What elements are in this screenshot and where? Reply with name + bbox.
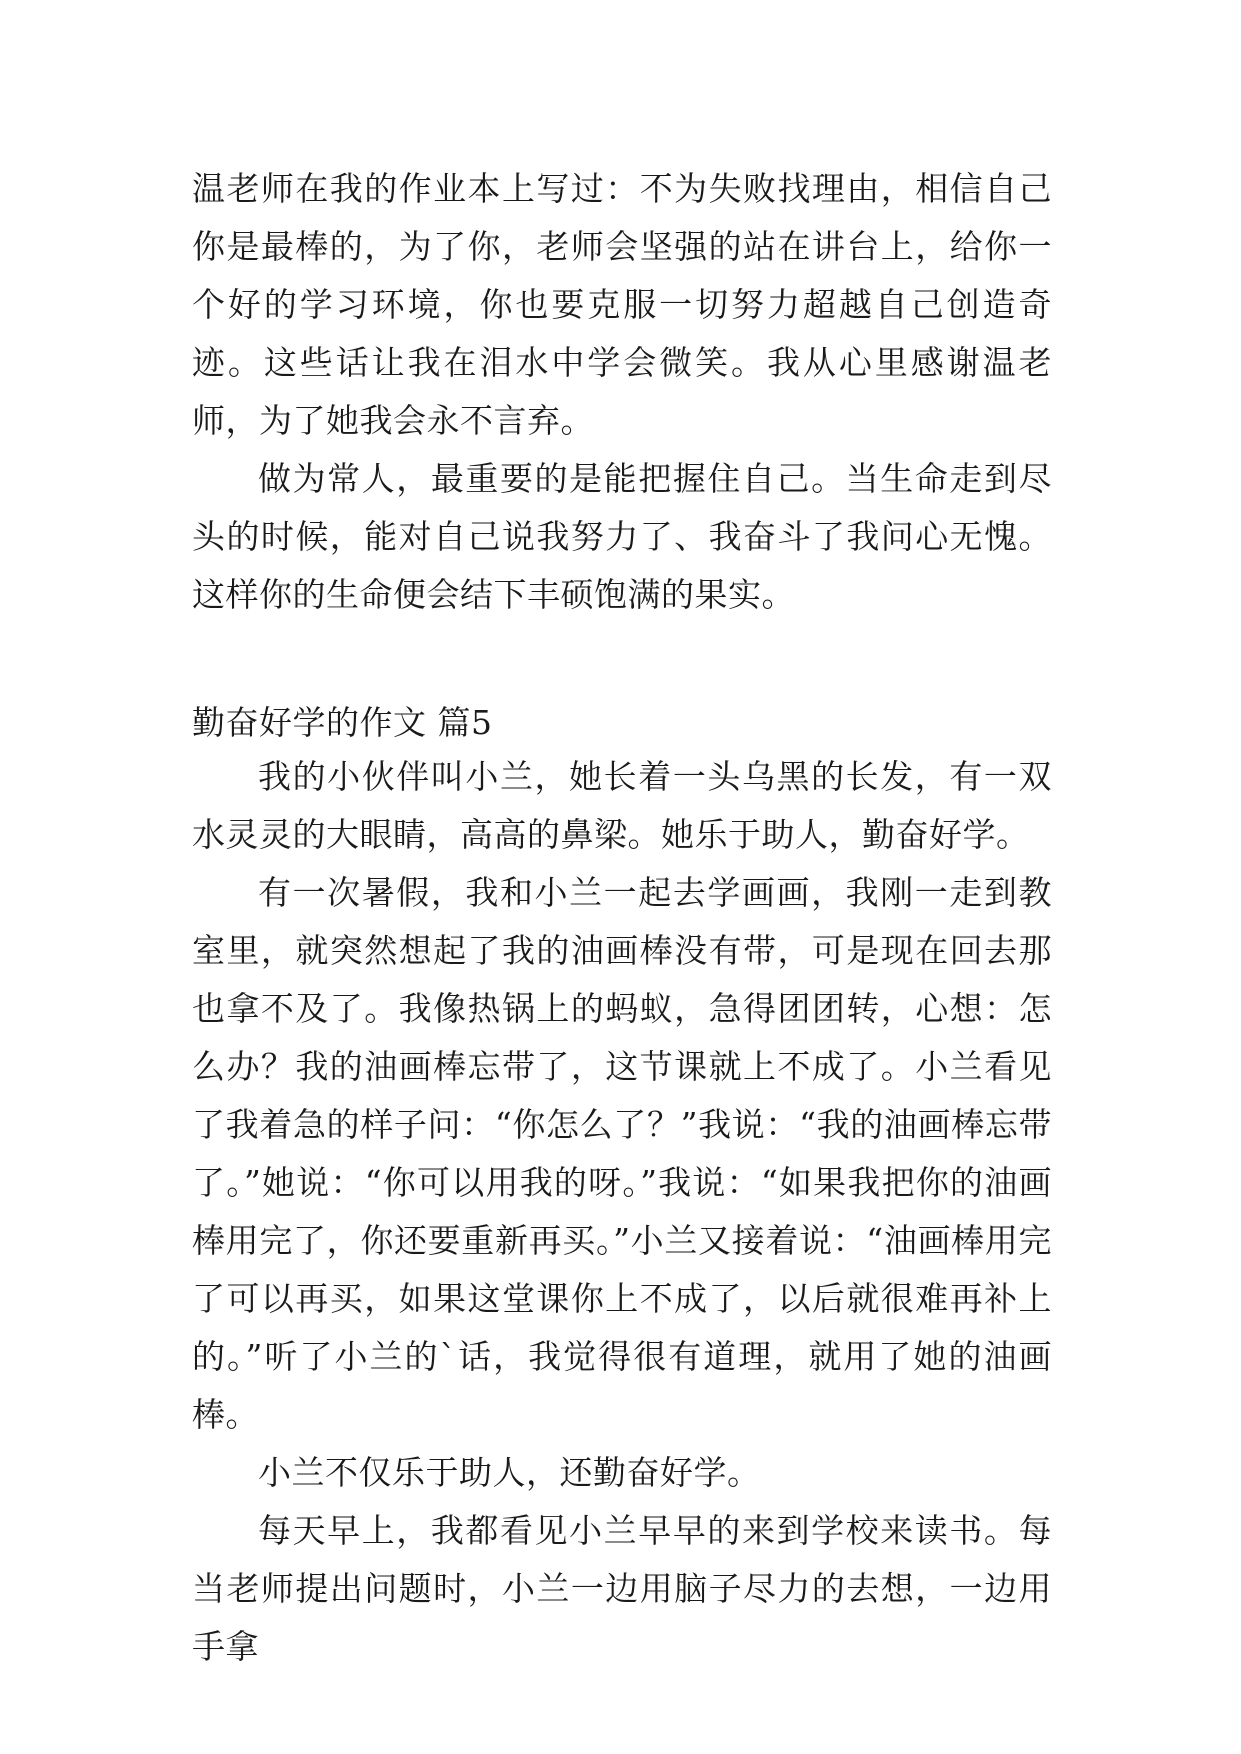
- section-5-body: [192, 748, 1052, 1676]
- section-heading: 勤奋好学的作文 篇5: [192, 703, 493, 742]
- paragraph-teacher-note: 温老师在我的作业本上写过：不为失败找理由，相信自己你是最棒的，为了你，老师会坚强的站在讲台上，给你一个好的学习环境，你也要克服一切努力超越自己创造奇迹。这些话让我在泪水中学会微笑。我从心里感谢温老师，为了她我会永不言弃。: [192, 169, 1052, 440]
- paragraph-study: 每天早上，我都看见小兰早早的来到学校来读书。每当老师提出问题时，小兰一边用脑子尽力的去想，一边用手拿: [192, 1511, 1052, 1666]
- paragraph-intro: 我的小伙伴叫小兰，她长着一头乌黑的长发，有一双水灵灵的大眼睛，高高的鼻梁。她乐于助人，勤奋好学。: [192, 757, 1052, 854]
- paragraph-story: 有一次暑假，我和小兰一起去学画画，我刚一走到教室里，就突然想起了我的油画棒没有带，可是现在回去那也拿不及了。我像热锅上的蚂蚁，急得团团转，心想：怎么办？我的油画棒忘带了，这节课就上不成了。小兰看见了我着急的样子问：“你怎么了？”我说：“我的油画棒忘带了。”她说：“你可以用我的呀。”我说：“如果我把你的油画棒用完了，你还要重新再买。”小兰又接着说：“油画棒用完了可以再买，如果这堂课你上不成了，以后就很难再补上的。”听了小兰的`话，我觉得很有道理，就用了她的油画棒。: [192, 873, 1052, 1434]
- top-section: [192, 160, 1052, 624]
- paragraph-transition: 小兰不仅乐于助人，还勤奋好学。: [258, 1453, 761, 1492]
- paragraph-conclusion: 做为常人，最重要的是能把握住自己。当生命走到尽头的时候，能对自己说我努力了、我奋斗了我问心无愧。这样你的生命便会结下丰硕饱满的果实。: [192, 459, 1052, 614]
